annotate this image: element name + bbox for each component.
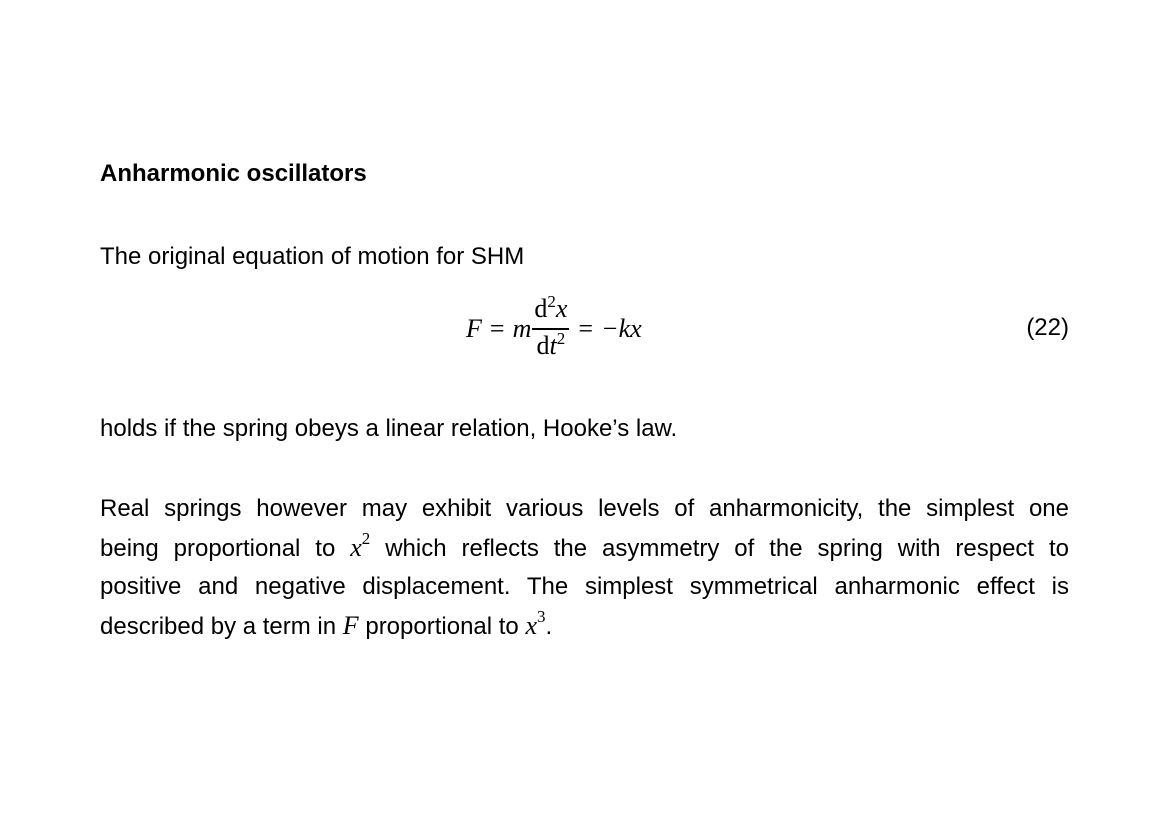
line-2-start: being proportional to (100, 535, 336, 562)
x-cubed-term (525, 607, 546, 640)
paragraph-line-1: Real springs however may exhibit various levels of anharmonicity, the simplest one (100, 495, 1069, 522)
x-variable-2: x (525, 611, 537, 640)
anharmonicity-paragraph (100, 489, 1069, 645)
equation-equals-sign: = (489, 314, 505, 343)
fraction-numerator (532, 294, 569, 327)
intro-text: The original equation of motion for SHM (100, 243, 525, 270)
x-variable: x (350, 533, 362, 562)
numerator-d: d (534, 294, 548, 324)
section-heading: Anharmonic oscillators (100, 160, 367, 187)
line-4-middle: proportional to (365, 613, 519, 640)
equation-22 (466, 287, 642, 371)
paragraph-line-2 (100, 528, 1069, 567)
line-2-end: which reflects the asymmetry of the spring with respect to (385, 535, 1070, 562)
equation-rhs: −kx (601, 314, 642, 343)
line-4-period: . (545, 613, 553, 640)
equation-number: (22) (1026, 314, 1069, 341)
x-squared-term (350, 529, 371, 562)
equation-fraction (532, 294, 569, 363)
denominator-d: d (536, 330, 550, 360)
denominator-variable: t (549, 330, 557, 360)
denominator-power: 2 (556, 328, 566, 348)
hookes-law-text: holds if the spring obeys a linear relation, Hooke’s law. (100, 415, 678, 442)
numerator-power: 2 (547, 292, 556, 312)
document-page (100, 0, 1069, 826)
paragraph-line-4 (100, 606, 1069, 645)
fraction-denominator (535, 328, 568, 364)
x-power-2: 2 (361, 529, 371, 548)
equation-mass-symbol: m (512, 314, 532, 343)
force-variable: F (342, 611, 359, 640)
numerator-variable: x (555, 294, 568, 324)
paragraph-line-3: positive and negative displacement. The simplest symmetrical anharmonic effect is (100, 573, 1069, 600)
line-4-start: described by a term in (100, 613, 337, 640)
x-power-3: 3 (537, 607, 546, 626)
equation-force-symbol: F (466, 314, 482, 343)
equation-equals-sign-2: = (578, 314, 594, 343)
